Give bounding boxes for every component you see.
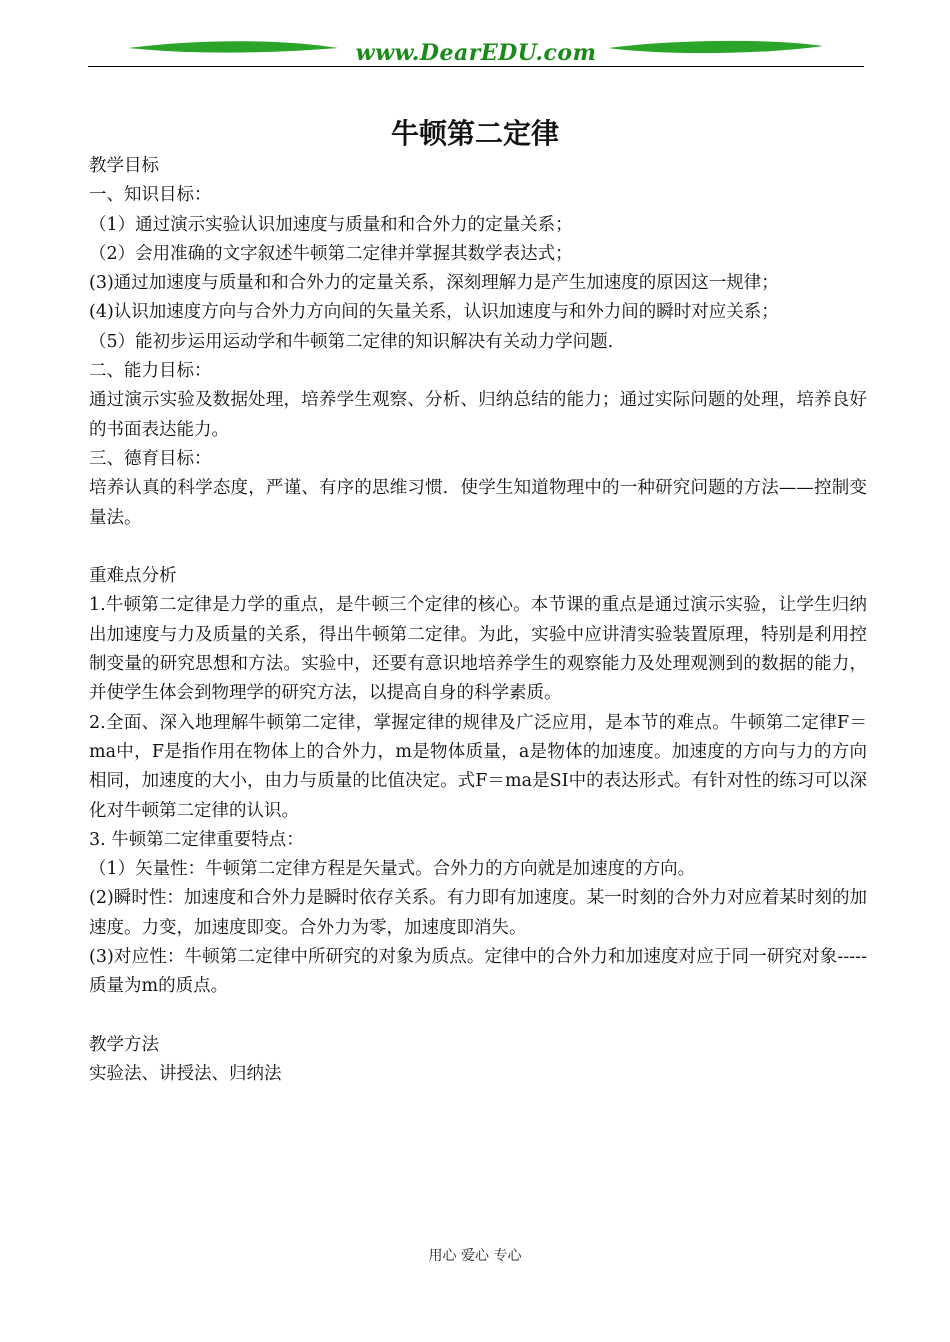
header-divider — [88, 66, 864, 67]
features-heading: 3. 牛顿第二定律重要特点： — [89, 829, 304, 850]
feature-item: (3)对应性：牛顿第二定律中所研究的对象为质点。定律中的合外力和加速度对应于同一研究对象-----质量为m的质点。 — [89, 947, 867, 997]
moral-heading: 三、德育目标： — [89, 448, 212, 469]
knowledge-heading: 一、知识目标： — [89, 185, 212, 206]
knowledge-item: (4)认识加速度方向与合外力方向间的矢量关系，认识加速度与和外力间的瞬时对应关系； — [89, 302, 779, 323]
knowledge-item: （1）通过演示实验认识加速度与质量和和合外力的定量关系； — [89, 214, 573, 235]
knowledge-item: （5）能初步运用运动学和牛顿第二定律的知识解决有关动力学问题. — [89, 331, 614, 352]
feature-item: (2)瞬时性：加速度和合外力是瞬时依存关系。有力即有加速度。某一时刻的合外力对应着某时刻的加速度。力变，加速度即变。合外力为零，加速度即消失。 — [89, 888, 867, 938]
header-banner — [88, 34, 864, 70]
knowledge-item: （2）会用准确的文字叙述牛顿第二定律并掌握其数学表达式； — [89, 243, 573, 264]
page-title: 牛顿第二定律 — [390, 117, 559, 150]
spacer — [89, 533, 867, 562]
goals-heading: 教学目标 — [89, 156, 159, 176]
ability-heading: 二、能力目标： — [89, 361, 212, 382]
page-footer: 用心 爱心 专心 — [428, 1248, 522, 1264]
spacer — [89, 1002, 867, 1031]
analysis-heading: 重难点分析 — [89, 566, 177, 587]
moral-text: 培养认真的科学态度，严谨、有序的思维习惯．使学生知道物理中的一种研究问题的方法——控制变量法。 — [89, 478, 867, 528]
document-body — [89, 152, 867, 1090]
analysis-paragraph-2: 2.全面、深入地理解牛顿第二定律，掌握定律的规律及广泛应用，是本节的难点。牛顿第二定律F＝ma中，F是指作用在物体上的合外力，m是物体质量，a是物体的加速度。加速度的方向与力的方向相同，加速度的大小，由力与质量的比值决定。式F＝ma是SI中的表达形式。有针对性的练习可以深化对牛顿第二定律的认识。 — [89, 712, 867, 821]
knowledge-item: (3)通过加速度与质量和和合外力的定量关系，深刻理解力是产生加速度的原因这一规律； — [89, 273, 779, 294]
site-logo: www.DearEDU.com — [355, 40, 597, 66]
feature-item: （1）矢量性：牛顿第二定律方程是矢量式。合外力的方向就是加速度的方向。 — [89, 859, 696, 880]
methods-heading: 教学方法 — [89, 1034, 159, 1055]
methods-text: 实验法、讲授法、归纳法 — [89, 1064, 282, 1085]
analysis-paragraph-1: 1.牛顿第二定律是力学的重点，是牛顿三个定律的核心。本节课的重点是通过演示实验，让学生归纳出加速度与力及质量的关系，得出牛顿第二定律。为此，实验中应讲清实验装置原理，特别是利用控制变量的研究思想和方法。实验中，还要有意识地培养学生的观察能力及处理观测到的数据的能力，并使学生体会到物理学的研究方法，以提高自身的科学素质。 — [89, 595, 867, 704]
ability-text: 通过演示实验及数据处理，培养学生观察、分析、归纳总结的能力；通过实际问题的处理，培养良好的书面表达能力。 — [89, 390, 867, 440]
